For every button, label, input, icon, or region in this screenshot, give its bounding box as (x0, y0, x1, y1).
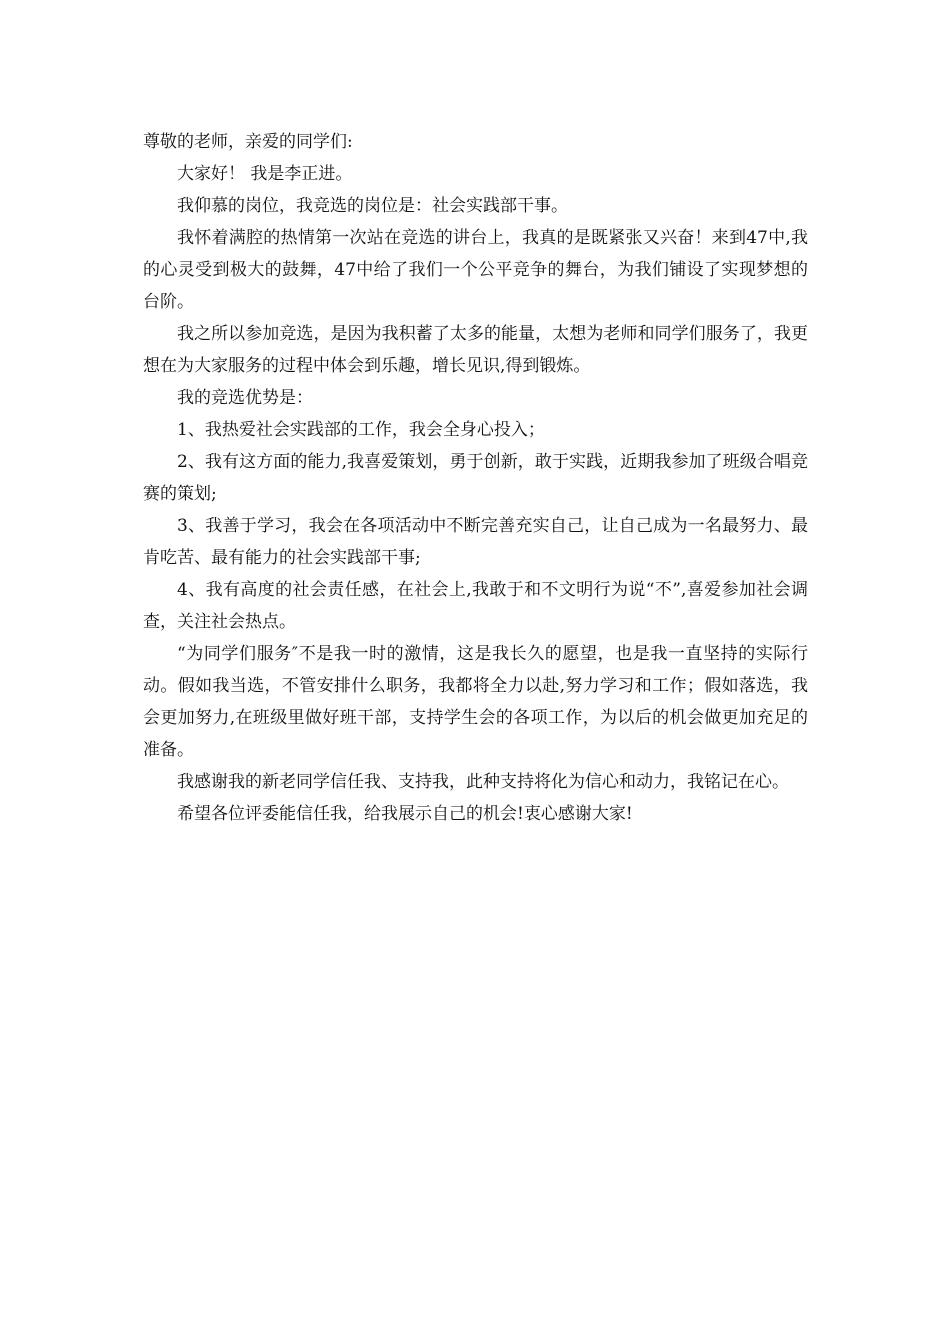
speech-body (143, 126, 808, 830)
list-item-advantage-4: 4、我有高度的社会责任感，在社会上,我敢于和不文明行为说“不”,喜爱参加社会调查，关注社会热点。 (143, 580, 808, 632)
paragraph-introduction: 我怀着满腔的热情第一次站在竞选的讲台上，我真的是既紧张又兴奋！来到47中,我的心灵受到极大的鼓舞，47中给了我们一个公平竞争的舞台，为我们铺设了实现梦想的台阶。 (143, 228, 808, 312)
paragraph-advantages-heading: 我的竞选优势是： (177, 388, 313, 408)
list-item-advantage-3: 3、我善于学习，我会在各项活动中不断完善充实自己，让自己成为一名最努力、最肯吃苦、最有能力的社会实践部干事; (143, 516, 808, 568)
paragraph-position: 我仰慕的岗位，我竞选的岗位是：社会实践部干事。 (177, 196, 568, 216)
paragraph-greeting: 大家好！ 我是李正进。 (177, 164, 353, 184)
paragraph-commitment: “为同学们服务″不是我一时的激情，这是我长久的愿望，也是我一直坚持的实际行动。假如我当选，不管安排什么职务，我都将全力以赴,努力学习和工作；假如落选，我会更加努力,在班级里做好班干部，支持学生会的各项工作，为以后的机会做更加充足的准备。 (143, 644, 808, 760)
list-item-advantage-1: 1、我热爱社会实践部的工作，我会全身心投入； (177, 420, 545, 440)
list-item-advantage-2: 2、我有这方面的能力,我喜爱策划，勇于创新，敢于实践，近期我参加了班级合唱竞赛的策划; (143, 452, 808, 504)
paragraph-motivation: 我之所以参加竞选，是因为我积蓄了太多的能量，太想为老师和同学们服务了，我更想在为大家服务的过程中体会到乐趣，增长见识,得到锻炼。 (143, 324, 808, 376)
salutation: 尊敬的老师，亲爱的同学们: (143, 132, 353, 152)
paragraph-thanks: 我感谢我的新老同学信任我、支持我，此种支持将化为信心和动力，我铭记在心。 (177, 772, 789, 792)
paragraph-closing: 希望各位评委能信任我，给我展示自己的机会!衷心感谢大家! (177, 804, 633, 824)
